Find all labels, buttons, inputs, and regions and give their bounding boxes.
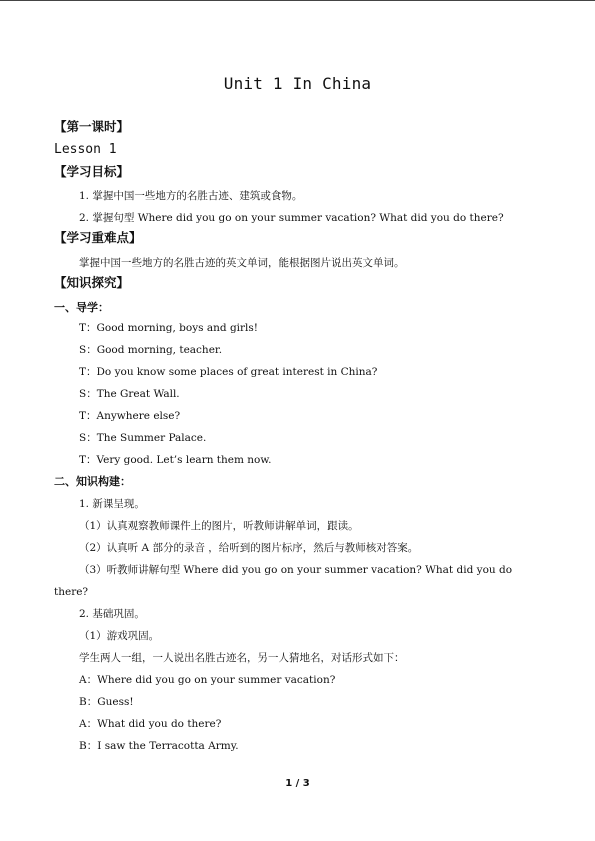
page-number: 1 / 3 [285, 778, 310, 789]
build-line: B：Guess! [79, 696, 134, 708]
dialogue-line: S：Good morning, teacher. [79, 344, 223, 356]
learning-goals-heading: 【学习目标】 [54, 164, 130, 179]
lesson-label: Lesson 1 [54, 142, 117, 157]
build-line: （3）听教师讲解句型 Where did you go on your summer vacation? What did you do [79, 564, 513, 576]
build-line: A：What did you do there? [79, 718, 222, 730]
goal-item: 2. 掌握句型 Where did you go on your summer vacation? What did you do there? [79, 212, 504, 224]
key-points-heading: 【学习重难点】 [54, 230, 142, 245]
build-line: （2）认真听 A 部分的录音 ，给听到的图片标序，然后与教师核对答案。 [79, 542, 419, 554]
dialogue-line: S：The Summer Palace. [79, 432, 207, 444]
dialogue-line: T：Anywhere else? [79, 410, 181, 422]
build-line: （1）游戏巩固。 [79, 630, 160, 642]
build-line: B：I saw the Terracotta Army. [79, 740, 239, 752]
dialogue-line: T：Good morning, boys and girls! [79, 322, 259, 334]
guide-heading: 一、导学： [54, 301, 109, 314]
dialogue-line: T：Do you know some places of great interest in China? [79, 366, 378, 378]
build-line: 1. 新课呈现。 [79, 498, 145, 510]
top-border-rule [0, 0, 595, 1]
key-points-text: 掌握中国一些地方的名胜古迹的英文单词，能根据图片说出英文单词。 [79, 257, 405, 269]
goal-item: 1. 掌握中国一些地方的名胜古迹、建筑或食物。 [79, 190, 303, 202]
knowledge-explore-heading: 【知识探究】 [54, 275, 130, 290]
build-line: 2. 基础巩固。 [79, 608, 145, 620]
page-title: Unit 1 In China [223, 74, 372, 93]
build-heading: 二、知识构建： [54, 475, 131, 488]
build-line: A：Where did you go on your summer vacation? [79, 674, 336, 686]
build-line: 学生两人一组，一人说出名胜古迹名，另一人猜地名，对话形式如下： [79, 652, 405, 664]
dialogue-line: S：The Great Wall. [79, 388, 180, 400]
first-lesson-heading: 【第一课时】 [54, 119, 130, 134]
build-line: （1）认真观察教师课件上的图片，听教师讲解单词，跟读。 [79, 520, 359, 532]
dialogue-line: T：Very good. Let’s learn them now. [79, 454, 272, 466]
build-line: there? [54, 586, 89, 598]
